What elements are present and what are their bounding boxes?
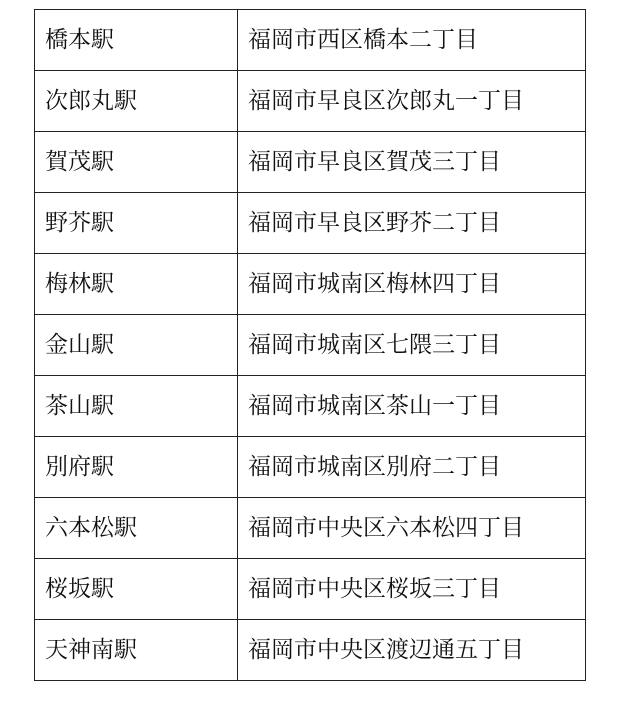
table-row xyxy=(35,132,586,193)
table-row xyxy=(35,254,586,315)
address-cell: 福岡市中央区桜坂三丁目 xyxy=(238,559,586,620)
table-row xyxy=(35,71,586,132)
table-row xyxy=(35,498,586,559)
address-cell: 福岡市西区橋本二丁目 xyxy=(238,10,586,71)
table-row xyxy=(35,315,586,376)
address-cell: 福岡市早良区賀茂三丁目 xyxy=(238,132,586,193)
table-row xyxy=(35,376,586,437)
station-name-cell: 別府駅 xyxy=(35,437,238,498)
table-body xyxy=(35,10,586,681)
table-row xyxy=(35,193,586,254)
station-name-cell: 桜坂駅 xyxy=(35,559,238,620)
station-name-cell: 野芥駅 xyxy=(35,193,238,254)
address-cell: 福岡市早良区次郎丸一丁目 xyxy=(238,71,586,132)
address-cell: 福岡市城南区七隈三丁目 xyxy=(238,315,586,376)
table-row xyxy=(35,437,586,498)
address-cell: 福岡市城南区茶山一丁目 xyxy=(238,376,586,437)
address-cell: 福岡市早良区野芥二丁目 xyxy=(238,193,586,254)
address-cell: 福岡市城南区梅林四丁目 xyxy=(238,254,586,315)
table-row xyxy=(35,559,586,620)
station-name-cell: 次郎丸駅 xyxy=(35,71,238,132)
address-cell: 福岡市中央区六本松四丁目 xyxy=(238,498,586,559)
station-address-table xyxy=(34,9,586,681)
address-cell: 福岡市中央区渡辺通五丁目 xyxy=(238,620,586,681)
address-cell: 福岡市城南区別府二丁目 xyxy=(238,437,586,498)
station-name-cell: 金山駅 xyxy=(35,315,238,376)
table-row xyxy=(35,620,586,681)
table-row xyxy=(35,10,586,71)
station-name-cell: 六本松駅 xyxy=(35,498,238,559)
station-name-cell: 橋本駅 xyxy=(35,10,238,71)
station-name-cell: 賀茂駅 xyxy=(35,132,238,193)
station-name-cell: 天神南駅 xyxy=(35,620,238,681)
station-name-cell: 茶山駅 xyxy=(35,376,238,437)
station-name-cell: 梅林駅 xyxy=(35,254,238,315)
